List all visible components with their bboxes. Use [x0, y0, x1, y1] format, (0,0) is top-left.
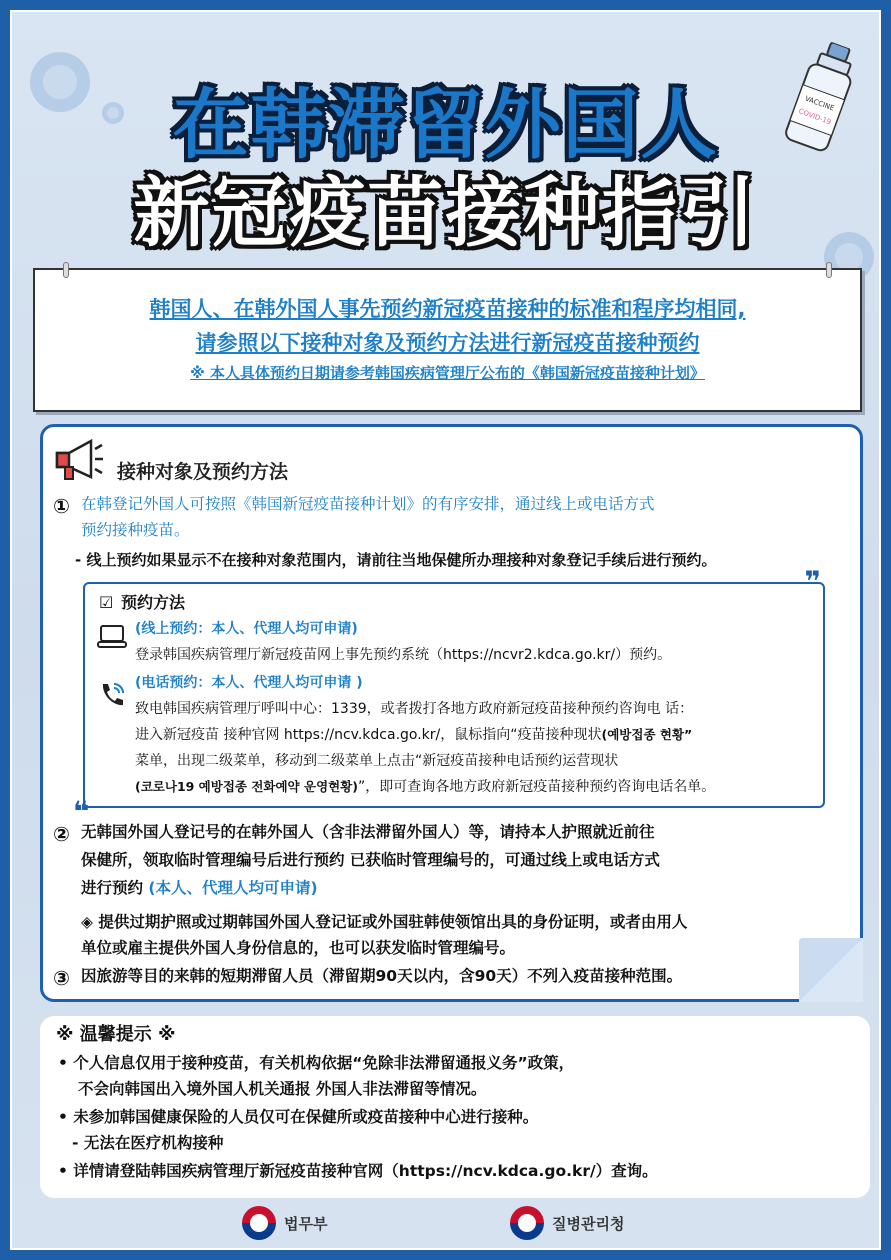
pin-icon — [63, 262, 69, 278]
taeguk-emblem-icon — [242, 1206, 276, 1240]
page-fold — [799, 938, 863, 1002]
tips-title: ※ 温馨提示 ※ — [56, 1024, 176, 1045]
megaphone-icon — [51, 437, 105, 485]
checkbox-icon: ☑ — [99, 593, 114, 612]
phone-line-3: 菜单，出现二级菜单，移动到二级菜单上点击“新冠疫苗接种电话预约运营现状 — [135, 753, 619, 769]
logo-ministry-of-justice: 법무부 — [242, 1205, 327, 1241]
item-2-line-2: 保健所，领取临时管理编号后进行预约 已获临时管理编号的，可通过线上或电话方式 — [81, 851, 660, 869]
reservation-method-box — [73, 565, 825, 828]
online-text: 登录韩国疾病管理厅新冠疫苗网上事先预约系统（https://ncvr2.kdca.go.kr/）预约。 — [135, 647, 672, 663]
svg-text:VACCINE: VACCINE — [803, 94, 836, 113]
title-line-1: 在韩滞留外国人 — [172, 80, 719, 169]
item-2-line-1: 无韩国外国人登记号的在韩外国人（含非法滞留外国人）等，请持本人护照就近前往 — [81, 823, 655, 841]
notice-line-3: ※ 本人具体预约日期请参考韩国疾病管理厅公布的《韩国新冠疫苗接种计划》 — [190, 364, 705, 382]
tip-3-line-1: • 详情请登陆韩国疾病管理厅新冠疫苗接种官网（https://ncv.kdca.go.kr/）查询。 — [58, 1162, 658, 1180]
quote-close-icon: ❞ — [804, 565, 821, 598]
svg-text:COVID-19: COVID-19 — [797, 107, 833, 127]
tips-box — [40, 1016, 870, 1198]
tip-1-line-2: 不会向韩国出入境外国人机关通报 外国人非法滞留等情况。 — [78, 1080, 487, 1098]
taeguk-emblem-icon — [510, 1206, 544, 1240]
poster — [10, 10, 881, 1250]
pin-icon — [826, 262, 832, 278]
item-2-note-2: 单位或雇主提供外国人身份信息的，也可以获发临时管理编号。 — [81, 939, 516, 957]
item-2-note-1: ◈ 提供过期护照或过期韩国外国人登记证或外国驻韩使领馆出具的身份证明，或者由用人 — [81, 913, 688, 931]
title-line-2: 新冠疫苗接种指引 — [133, 168, 758, 257]
laptop-icon — [97, 624, 127, 650]
item-1-number: ① — [53, 494, 70, 518]
item-2-line-3: 进行预约 (本人、代理人均可申请) — [81, 879, 318, 897]
online-heading: (线上预约：本人、代理人均可申请) — [135, 621, 358, 637]
notice-line-1: 韩国人、在韩外国人事先预约新冠疫苗接种的标准和程序均相同, — [149, 297, 746, 321]
method-title: 预约方法 — [121, 593, 186, 612]
phone-icon — [97, 680, 127, 710]
phone-line-4: (코로나19 예방접종 전화예약 운영현황)”，即可查询各地方政府新冠疫苗接种预约咨询电话名单。 — [135, 779, 716, 795]
phone-line-2: 进入新冠疫苗 接种官网 https://ncv.kdca.go.kr/，鼠标指向“疫苗接种现状(예방접종 현황” — [135, 727, 693, 743]
tip-2-line-2: - 无法在医疗机构接种 — [72, 1134, 224, 1152]
logo-kdca: 질병관리청 — [510, 1205, 624, 1241]
tip-2-line-1: • 未参加韩国健康保险的人员仅可在保健所或疫苗接种中心进行接种。 — [58, 1108, 539, 1126]
item-3-line-1: 因旅游等目的来韩的短期滞留人员（滞留期90天以内，含90天）不列入疫苗接种范围。 — [81, 967, 683, 985]
item-1-line-1: 在韩登记外国人可按照《韩国新冠疫苗接种计划》的有序安排，通过线上或电话方式 — [81, 495, 655, 513]
section-title: 接种对象及预约方法 — [117, 461, 289, 483]
phone-heading: (电话预约：本人、代理人均可申请 ) — [135, 675, 363, 691]
notice-box — [33, 268, 862, 412]
item-1-note: - 线上预约如果显示不在接种对象范围内，请前往当地保健所办理接种对象登记手续后进行预约。 — [75, 551, 717, 569]
notice-line-2: 请参照以下接种对象及预约方法进行新冠疫苗接种预约 — [195, 331, 700, 355]
item-1-line-2: 预约接种疫苗。 — [81, 521, 190, 539]
item-3-number: ③ — [53, 966, 70, 990]
item-2-number: ② — [53, 822, 70, 846]
quote-open-icon: ❝ — [73, 795, 90, 828]
main-panel — [40, 424, 863, 1002]
phone-line-1: 致电韩国疾病管理厅呼叫中心：1339，或者拨打各地方政府新冠疫苗接种预约咨询电 话： — [135, 701, 694, 717]
tip-1-line-1: • 个人信息仅用于接种疫苗，有关机构依据“免除非法滞留通报义务”政策， — [58, 1054, 575, 1072]
